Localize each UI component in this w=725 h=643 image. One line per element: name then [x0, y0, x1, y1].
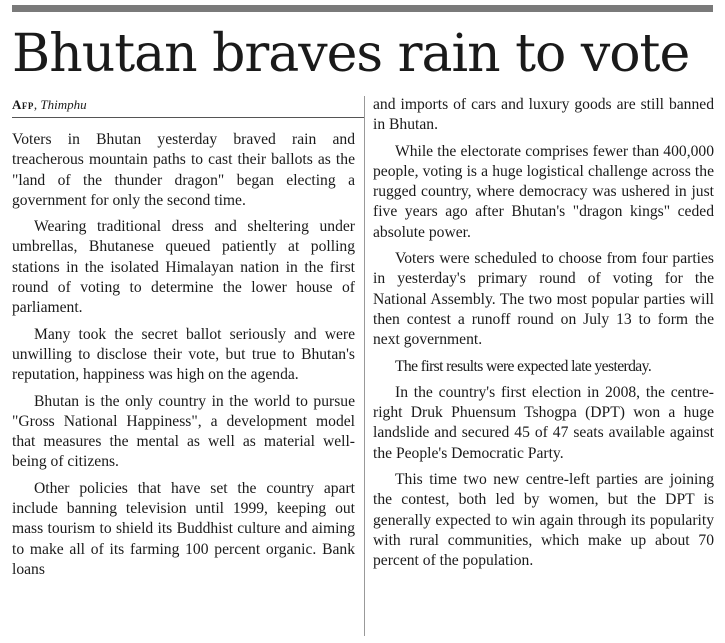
byline-place: Thimphu: [40, 97, 87, 112]
paragraph: Voters were scheduled to choose from four parties in yesterday's primary round of voting for the National Assembly. The two most popular parties will then contest a runoff round on July 13 to form the next government.: [373, 250, 714, 349]
top-rule: [12, 5, 713, 12]
paragraph: Wearing traditional dress and sheltering under umbrellas, Bhutanese queued patiently at polling stations in the isolated Himalayan nation in the first round of voting to determine the lower house of parliament.: [12, 218, 355, 317]
paragraph: The first results were expected late yesterday.: [395, 357, 652, 375]
left-column: [12, 130, 355, 586]
paragraph: Other policies that have set the country apart include banning television until 1999, keeping out mass tourism to shield its Buddhist culture and aiming to make all of its farming 100 percent organic. Bank loans: [12, 479, 355, 578]
right-column: [373, 95, 714, 578]
paragraph: Voters in Bhutan yesterday braved rain and treacherous mountain paths to cast their ballots as the "land of the thunder dragon" began electing a government for only the second time.: [12, 131, 355, 209]
byline-rule: [12, 117, 365, 118]
paragraph: This time two new centre-left parties are joining the contest, both led by women, but the DPT is generally expected to win again through its popularity with rural communities, which make up about 70 percent of the population.: [373, 471, 714, 570]
paragraph: In the country's first election in 2008, the centre-right Druk Phuensum Tshogpa (DPT) won a huge landslide and secured 45 of 47 seats available against the People's Democratic Party.: [373, 383, 714, 462]
byline-separator: ,: [33, 97, 41, 112]
column-rule: [364, 96, 365, 636]
paragraph: and imports of cars and luxury goods are still banned in Bhutan.: [373, 96, 714, 134]
paragraph: Many took the secret ballot seriously and were unwilling to disclose their vote, but true to Bhutan's reputation, happiness was high on the agenda.: [12, 325, 355, 384]
headline: Bhutan braves rain to vote: [12, 24, 690, 84]
byline: [12, 96, 87, 114]
byline-agency: Afp: [12, 97, 34, 112]
paragraph: While the electorate comprises fewer than 400,000 people, voting is a huge logistical challenge across the rugged country, where democracy was ushered in just five years ago after Bhutan's "dragon kings" ceded absolute power.: [373, 142, 714, 241]
paragraph: Bhutan is the only country in the world to pursue "Gross National Happiness", a development model that measures the mental as well as material well-being of citizens.: [12, 392, 355, 471]
